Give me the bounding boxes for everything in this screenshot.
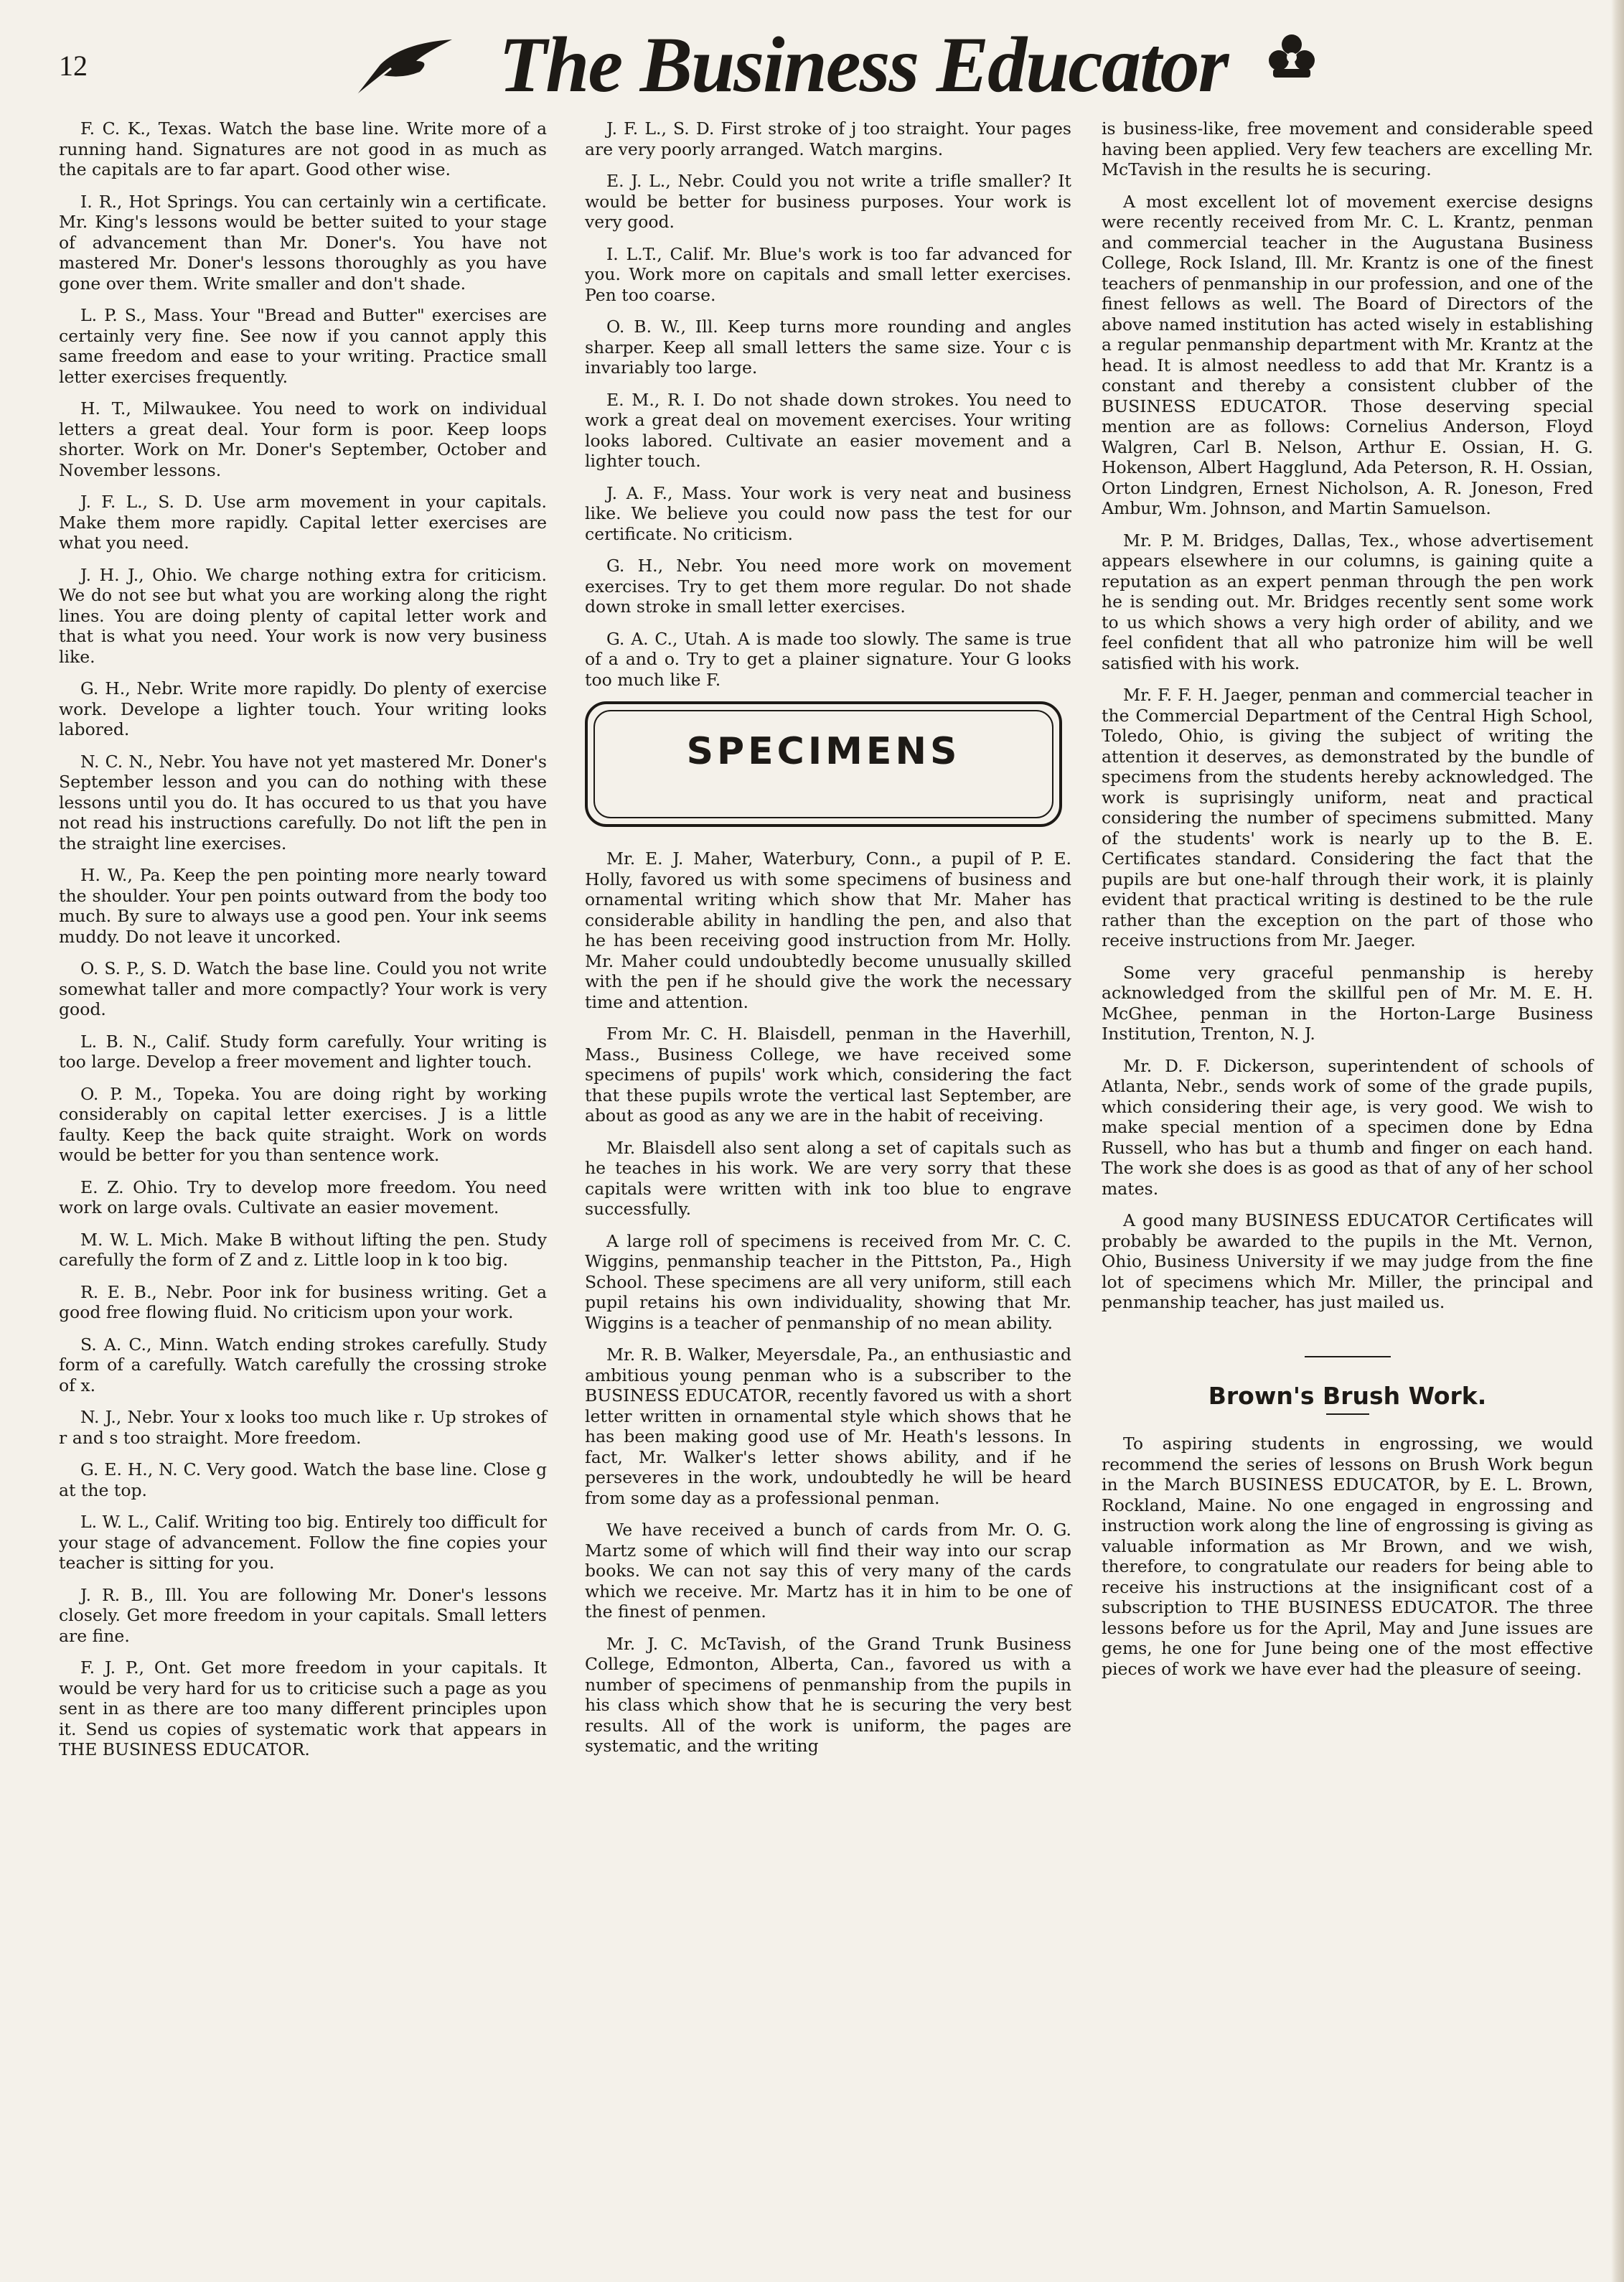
criticism-paragraph: E. M., R. I. Do not shade down strokes. You need to work a great deal on movement exercises. Your writing looks labored. Cultivate an easier movement and a lighter touch. — [585, 389, 1071, 471]
criticism-paragraph: J. F. L., S. D. First stroke of j too straight. Your pages are very poorly arranged. Watch margins. — [585, 118, 1071, 159]
brush-work-heading: Brown's Brush Work. — [1208, 1381, 1487, 1410]
specimen-paragraph: Some very graceful penmanship is hereby acknowledged from the skillful pen of Mr. M. E. H. McGhee, penman in the Horton-Large Business Institution, Trenton, N. J. — [1102, 962, 1593, 1044]
criticism-paragraph: G. H., Nebr. You need more work on movement exercises. Try to get them more regular. Do not shade down stroke in small letter exercises. — [585, 556, 1071, 617]
criticism-paragraph: M. W. L. Mich. Make B without lifting the pen. Study carefully the form of Z and z. Little loop in k too big. — [59, 1229, 547, 1270]
criticism-paragraph: H. W., Pa. Keep the pen pointing more nearly toward the shoulder. Your pen points outward from the body too much. By sure to always use a good pen. Your ink seems muddy. Do not leave it uncorked. — [59, 865, 547, 947]
criticism-paragraph: G. H., Nebr. Write more rapidly. Do plenty of exercise work. Develope a lighter touch. Your writing looks labored. — [59, 678, 547, 739]
specimen-paragraph: Mr. R. B. Walker, Meyersdale, Pa., an enthusiastic and ambitious young penman who is a subscriber to the BUSINESS EDUCATOR, recently favored us with a short letter written in ornamental style which shows that he has been making good use of Mr. Heath's lessons. In fact, Mr. Walker's letter shows ability, and if he perseveres in the work, undoubtedly he will be heard from some day as a professional penman. — [585, 1345, 1071, 1508]
criticism-paragraph: G. E. H., N. C. Very good. Watch the base line. Close g at the top. — [59, 1459, 547, 1500]
quill-pen-icon — [352, 36, 459, 100]
criticism-paragraph: N. C. N., Nebr. You have not yet mastered Mr. Doner's September lesson and you can do nothing with these lessons until you do. It has occured to us that you have not read his instructions carefully. Do not lift the pen in the straight line exercises. — [59, 751, 547, 854]
specimen-paragraph: Mr. D. F. Dickerson, superintendent of schools of Atlanta, Nebr., sends work of some of the grade pupils, which considering their age, is very good. We wish to make special mention of a specimen done by Edna Russell, who has but a thumb and finger on each hand. The work she does is as good as that of any of her school mates. — [1102, 1055, 1593, 1199]
specimen-paragraph: A most excellent lot of movement exercise designs were recently received from Mr. C. L. Krantz, penman and commercial teacher in the Augustana Business College, Rock Island, Ill. Mr. Krantz is one of the finest teachers of penmanship in our profession, and one of the finest fellows as well. The Board of Directors of the above named institution has acted wisely in establishing a regular penmanship department with Mr. Krantz at the head. It is almost needless to add that Mr. Krantz is a constant and thereby a consistent clubber of the BUSINESS EDUCATOR. Those deserving special mention are as follows: Cornelius Anderson, Floyd Walgren, Carl B. Nelson, Arthur E. Ossian, H. G. Hokenson, Albert Hagglund, Ada Peterson, R. H. Ossian, Orton Lindgren, Ernest Nicholson, A. R. Joneson, Fred Ambur, Wm. Johnson, and Martin Samuelson. — [1102, 191, 1593, 518]
criticism-paragraph: N. J., Nebr. Your x looks too much like r. Up strokes of r and s too straight. More freedom. — [59, 1407, 547, 1448]
specimen-paragraph: Mr. F. F. H. Jaeger, penman and commercial teacher in the Commercial Department of the Central High School, Toledo, Ohio, is giving the subject of writing the attention it deserves, as demonstrated by the bundle of specimens from the students hereby acknowledged. The work is suprisingly uniform, neat and practical considering the number of specimens submitted. Many of the students' work is nearly up to the B. E. Certificates standard. Considering the fact that the pupils are but one-half through their work, it is plainly evident that practical writing is destined to be the rule rather than the exception on the part of those who receive instructions from Mr. Jaeger. — [1102, 685, 1593, 950]
criticism-paragraph: O. B. W., Ill. Keep turns more rounding and angles sharper. Keep all small letters the same size. Your c is invariably too large. — [585, 317, 1071, 378]
criticism-paragraph: H. T., Milwaukee. You need to work on individual letters a great deal. Your form is poor. Keep loops shorter. Work on Mr. Doner's September, October and November lessons. — [59, 398, 547, 480]
specimens-heading: SPECIMENS — [686, 730, 961, 773]
specimen-paragraph: Mr. Blaisdell also sent along a set of capitals such as he teaches in his work. We are very sorry that these capitals were written with ink too blue to engrave successfully. — [585, 1137, 1071, 1219]
criticism-paragraph: L. W. L., Calif. Writing too big. Entirely too difficult for your stage of advancement. Follow the fine copies your teacher is sitting for you. — [59, 1512, 547, 1573]
criticism-paragraph: F. J. P., Ont. Get more freedom in your capitals. It would be very hard for us to criticise such a page as you sent in as there are too many different principles upon it. Send us copies of systematic work that appears in THE BUSINESS EDUCATOR. — [59, 1657, 547, 1759]
criticism-paragraph: G. A. C., Utah. A is made too slowly. The same is true of a and o. Try to get a plainer signature. Your G looks too much like F. — [585, 628, 1071, 690]
specimen-paragraph: is business-like, free movement and considerable speed having been applied. Very few teachers are excelling Mr. McTavish in the results he is securing. — [1102, 118, 1593, 179]
criticism-paragraph: E. Z. Ohio. Try to develop more freedom. You need work on large ovals. Cultivate an easier movement. — [59, 1177, 547, 1217]
emblem-icon — [1263, 29, 1320, 86]
specimen-paragraph: We have received a bunch of cards from Mr. O. G. Martz some of which will find their way into our scrap books. We can not say this of very many of the cards which we receive. Mr. Martz has it in him to be one of the finest of penmen. — [585, 1520, 1071, 1622]
specimen-paragraph: Mr. J. C. McTavish, of the Grand Trunk Business College, Edmonton, Alberta, Can., favored us with a number of specimens of penmanship from the pupils in his class which show that he is securing the very best results. All of the work is uniform, the pages are systematic, and the writing — [585, 1633, 1071, 1756]
specimens-column-right — [1102, 118, 1593, 1691]
specimens-heading-box — [585, 701, 1062, 827]
criticism-paragraph: S. A. C., Minn. Watch ending strokes carefully. Study form of a carefully. Watch carefully the crossing stroke of x. — [59, 1334, 547, 1395]
criticism-paragraph: J. R. B., Ill. You are following Mr. Doner's lessons closely. Get more freedom in your capitals. Small letters are fine. — [59, 1584, 547, 1646]
criticism-paragraph: J. A. F., Mass. Your work is very neat and business like. We believe you could now pass the test for our certificate. No criticism. — [585, 482, 1071, 544]
criticism-paragraph: J. F. L., S. D. Use arm movement in your capitals. Make them more rapidly. Capital letter exercises are what you need. — [59, 492, 547, 553]
criticism-paragraph: L. P. S., Mass. Your "Bread and Butter" exercises are certainly very fine. See now if you cannot apply this same freedom and ease to your writing. Practice small letter exercises frequently. — [59, 305, 547, 387]
heading-underline — [1326, 1413, 1369, 1415]
specimen-paragraph: Mr. P. M. Bridges, Dallas, Tex., whose advertisement appears elsewhere in our columns, is gaining quite a reputation as an expert penman through the pen work he is sending out. Mr. Bridges recently sent some work to us which shows a very high order of ability, and we feel confident that all who patronize him will be well satisfied with his work. — [1102, 530, 1593, 673]
criticism-paragraph: E. J. L., Nebr. Could you not write a trifle smaller? It would be better for business purposes. Your work is very good. — [585, 171, 1071, 232]
specimen-paragraph: Mr. E. J. Maher, Waterbury, Conn., a pupil of P. E. Holly, favored us with some specimens of business and ornamental writing which show that Mr. Maher has considerable ability in handling the pen, and also that he has been receiving good instruction from Mr. Holly. Mr. Maher could undoubtedly become unusually skilled with the pen if he should give the work the necessary time and attention. — [585, 848, 1071, 1012]
page-number: 12 — [59, 50, 88, 82]
criticism-paragraph: L. B. N., Calif. Study form carefully. Your writing is too large. Develop a freer movement and lighter touch. — [59, 1031, 547, 1072]
specimen-paragraph: From Mr. C. H. Blaisdell, penman in the Haverhill, Mass., Business College, we have received some specimens of pupils' work which, considering the fact that these pupils wrote the vertical last September, are about as good as any we are in the habit of receiving. — [585, 1024, 1071, 1126]
brush-work-paragraph: To aspiring students in engrossing, we would recommend the series of lessons on Brush Work begun in the March BUSINESS EDUCATOR, by E. L. Brown, Rockland, Maine. No one engaged in engrossing and instruction work along the line of engrossing is giving as valuable information as Mr Brown, and we wish, therefore, to congratulate our readers for being able to receive his instructions at the insignificant cost of a subscription to THE BUSINESS EDUCATOR. The three lessons before us for the April, May and June issues are gems, he one for June being one of the most effective pieces of work we have ever had the pleasure of seeing. — [1102, 1434, 1593, 1679]
criticism-column-left — [59, 118, 547, 1772]
section-divider — [1305, 1356, 1391, 1357]
masthead — [344, 14, 1320, 108]
criticism-column-middle — [585, 118, 1071, 1768]
specimen-paragraph: A good many BUSINESS EDUCATOR Certificates will probably be awarded to the pupils in the Mt. Vernon, Ohio, Business University if we may judge from the fine lot of specimens which Mr. Miller, the principal and penmanship teacher, has just mailed us. — [1102, 1210, 1593, 1312]
criticism-paragraph: R. E. B., Nebr. Poor ink for business writing. Get a good free flowing fluid. No criticism upon your work. — [59, 1281, 547, 1322]
criticism-paragraph: J. H. J., Ohio. We charge nothing extra for criticism. We do not see but what you are working along the right lines. You are doing plenty of capital letter work and that is what you need. Your work is now very business like. — [59, 564, 547, 667]
criticism-paragraph: O. P. M., Topeka. You are doing right by working considerably on capital letter exercises. J is a little faulty. Keep the back quite straight. Work on words would be better for you than sentence work. — [59, 1083, 547, 1165]
criticism-paragraph: F. C. K., Texas. Watch the base line. Write more of a running hand. Signatures are not good in as much as the capitals are to far apart. Good other wise. — [59, 118, 547, 179]
specimen-paragraph: A large roll of specimens is received from Mr. C. C. Wiggins, penmanship teacher in the Pittston, Pa., High School. These specimens are all very uniform, still each pupil retains his own individuality, showing that Mr. Wiggins is a teacher of penmanship of no mean ability. — [585, 1230, 1071, 1333]
criticism-paragraph: O. S. P., S. D. Watch the base line. Could you not write somewhat taller and more compactly? Your work is very good. — [59, 958, 547, 1019]
page-edge-shadow — [1611, 0, 1624, 2282]
criticism-paragraph: I. R., Hot Springs. You can certainly win a certificate. Mr. King's lessons would be better suited to your stage of advancement than Mr. Doner's. You have not mastered Mr. Doner's lessons thoroughly as you have gone over them. Write smaller and don't shade. — [59, 191, 547, 294]
criticism-paragraph: I. L.T., Calif. Mr. Blue's work is too far advanced for you. Work more on capitals and small letter exercises. Pen too coarse. — [585, 243, 1071, 305]
masthead-title: The Business Educator — [499, 21, 1228, 108]
